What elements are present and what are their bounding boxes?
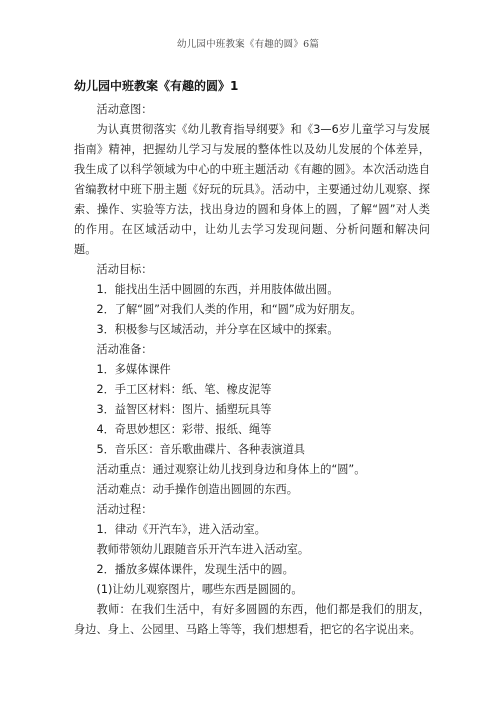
preparation-item: 3．益智区材料：图片、插塑玩具等 [96, 403, 272, 416]
process-step: 2．播放多媒体课件，发现生活中的圆。 [96, 563, 294, 576]
preparation-item: 4．奇思妙想区：彩带、报纸、绳等 [96, 423, 272, 436]
difficult-point: 活动难点：动手操作创造出圆圆的东西。 [96, 483, 298, 496]
intent-paragraph: 为认真贯彻落实《幼儿教育指导纲要》和《3—6岁儿童学习与发展指南》精神，把握幼儿学习与发展的整体性以及幼儿发展的个体差异，我生成了以科学领域为中心的中班主题活动《有趣的圆》。本次活动选自省编教材中班下册主题《好玩的玩具》。活动中，主要通过幼儿观察、探索、操作、实验等方法，找出身边的圆和身体上的圆，了解“圆”对人类的作用。在区域活动中，让幼儿去学习发现问题、分析问题和解决问题。 [74, 123, 430, 256]
goal-item: 2．了解“圆”对我们人类的作用，和“圆”成为好朋友。 [96, 303, 362, 316]
preparation-item: 1．多媒体课件 [96, 363, 171, 376]
section-heading-process: 活动过程： [96, 503, 153, 516]
process-paragraph: 教师带领幼儿跟随音乐开汽车进入活动室。 [96, 543, 310, 556]
process-substep: (1)让幼儿观察图片，哪些东西是圆圆的。 [96, 583, 303, 596]
process-step: 1．律动《开汽车》，进入活动室。 [96, 523, 266, 536]
preparation-item: 2．手工区材料：纸、笔、橡皮泥等 [96, 383, 272, 396]
section-heading-goals: 活动目标： [96, 263, 153, 276]
section-heading-intent: 活动意图： [96, 103, 153, 116]
article-title: 幼儿园中班教案《有趣的圆》1 [74, 79, 239, 93]
process-paragraph: 教师：在我们生活中，有好多圆圆的东西，他们都是我们的朋友，身边、身上、公园里、马路上等等，我们想想看，把它的名字说出来。 [74, 603, 430, 636]
goal-item: 3．积极参与区域活动，并分享在区域中的探索。 [96, 323, 339, 336]
section-heading-preparation: 活动准备： [96, 343, 153, 356]
key-point: 活动重点：通过观察让幼儿找到身边和身体上的“圆”。 [96, 463, 366, 476]
running-header: 幼儿园中班教案《有趣的圆》6篇 [176, 39, 320, 50]
goal-item: 1．能找出生活中圆圆的东西，并用肢体做出圆。 [96, 283, 339, 296]
document-body [74, 76, 430, 640]
preparation-item: 5．音乐区：音乐歌曲碟片、各种表演道具 [96, 443, 305, 456]
